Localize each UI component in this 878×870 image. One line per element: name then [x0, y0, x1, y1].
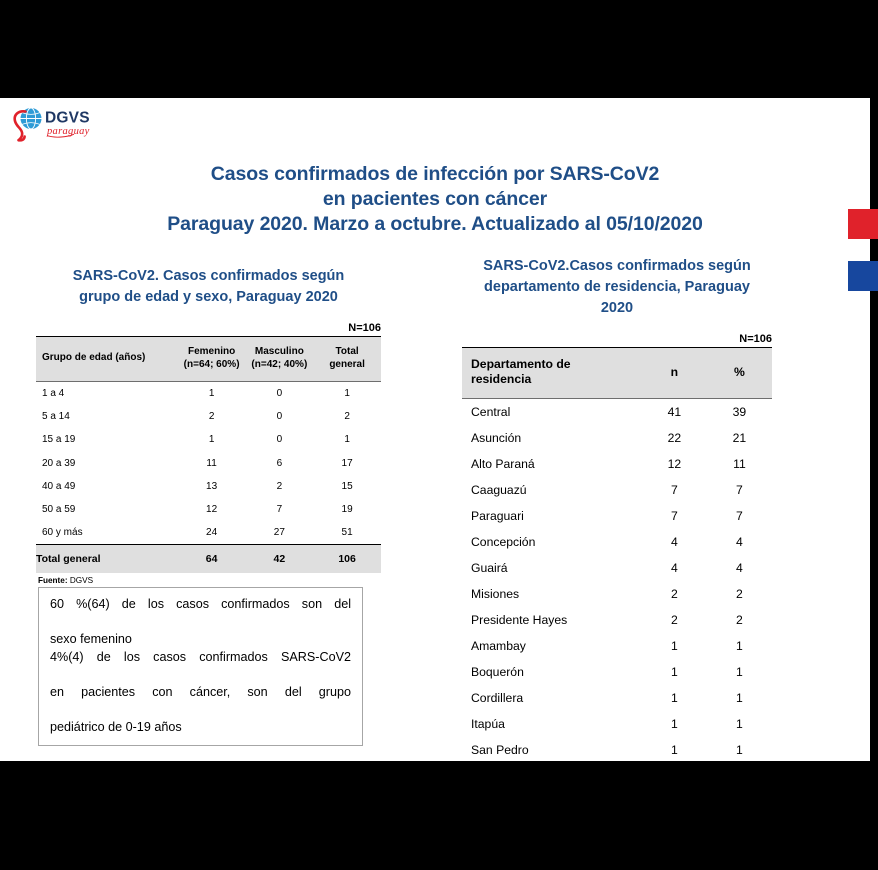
- col-header-male-line-2: (n=42; 40%): [251, 358, 308, 370]
- page-title-line-3: Paraguay 2020. Marzo a octubre. Actualizado al 05/10/2020: [167, 213, 703, 235]
- cell-pct: 39: [732, 405, 747, 419]
- table-row: [36, 382, 381, 406]
- table-age-sex: [36, 336, 381, 573]
- cell-total-female: 64: [178, 545, 246, 574]
- cell-age-group: 15 a 19: [42, 434, 76, 446]
- col-header-department: [462, 348, 642, 399]
- table-age-sex-body: [36, 382, 381, 574]
- cell-total: 15: [341, 480, 353, 492]
- cell-n: 2: [670, 613, 678, 627]
- col-header-age-group: Grupo de edad (años): [36, 337, 178, 382]
- cell-pct: 4: [736, 561, 743, 575]
- panel-department-title-line-2: departamento de residencia, Paraguay: [484, 279, 750, 295]
- cell-pct: 1: [736, 665, 743, 679]
- cell-female: 11: [206, 457, 217, 469]
- panel-department-title-line-1: SARS-CoV2.Casos confirmados según: [483, 258, 751, 274]
- cell-pct: 2: [736, 587, 743, 601]
- cell-total: 51: [341, 527, 353, 539]
- table-row: [462, 529, 772, 555]
- panel-age-sex-title-line-1: SARS-CoV2. Casos confirmados según: [72, 268, 345, 284]
- col-header-total: [313, 337, 381, 382]
- panel-age-sex: [36, 266, 381, 585]
- cell-dept: Amambay: [471, 639, 526, 653]
- table-row: [36, 452, 381, 475]
- cell-dept: Asunción: [471, 431, 522, 445]
- table-department: [462, 347, 772, 764]
- dgvs-logo: [8, 105, 118, 149]
- letterbox-top: [0, 0, 870, 98]
- table-row: [462, 477, 772, 503]
- table-age-sex-head: [36, 337, 381, 382]
- cell-total: 2: [344, 411, 350, 423]
- cell-dept: Itapúa: [471, 717, 505, 731]
- department-source: [462, 764, 772, 776]
- cell-pct: 2: [736, 613, 743, 627]
- table-row: [462, 659, 772, 685]
- cell-male: 0: [276, 388, 283, 400]
- cell-dept: Caaguazú: [471, 483, 527, 497]
- cell-n: 1: [670, 691, 678, 705]
- svg-text:DGVS: DGVS: [45, 109, 90, 127]
- note-line-2: sexo femenino: [50, 632, 132, 646]
- table-row: [462, 711, 772, 737]
- table-row: [462, 451, 772, 477]
- cell-n: 4: [670, 561, 678, 575]
- cell-male: 0: [276, 434, 283, 446]
- table-total-row: [36, 545, 381, 574]
- table-department-body: [462, 399, 772, 764]
- cell-dept: Paraguari: [471, 509, 524, 523]
- cell-female: 1: [208, 434, 215, 446]
- page-title-line-1: Casos confirmados de infección por SARS-CoV2: [210, 163, 660, 185]
- cell-age-group: 5 a 14: [42, 411, 70, 423]
- cell-total-male: 42: [245, 545, 313, 574]
- table-row: [462, 581, 772, 607]
- col-header-department-line-1: Departamento de: [471, 357, 571, 371]
- department-n-label: N=106: [739, 333, 772, 345]
- cell-dept: Central: [471, 405, 511, 419]
- cell-male: 0: [276, 411, 283, 423]
- slide-canvas: [0, 98, 870, 776]
- cell-total: 1: [344, 434, 350, 446]
- cell-total: 1: [344, 388, 350, 400]
- cell-total: 19: [341, 504, 353, 516]
- col-header-total-line-1: Total: [335, 346, 359, 357]
- cell-male: 7: [276, 504, 283, 516]
- cell-n: 1: [670, 717, 678, 731]
- panel-age-sex-title: [36, 266, 381, 308]
- table-row: [36, 405, 381, 428]
- department-source-label: Fuente:: [464, 767, 494, 776]
- col-header-department-line-2: residencia: [471, 372, 532, 386]
- page-title: [85, 162, 785, 237]
- svg-text:paraguay: paraguay: [47, 126, 90, 137]
- note-line-5: pediátrico de 0-19 años: [50, 719, 182, 734]
- table-age-sex-header-row: [36, 337, 381, 382]
- note-line-3: 4%(4) de los casos confirmados SARS-CoV2: [50, 649, 351, 664]
- note-box: [38, 587, 363, 746]
- cell-n: 7: [670, 509, 678, 523]
- cell-female: 1: [208, 388, 215, 400]
- cell-n: 1: [670, 639, 678, 653]
- cell-female: 13: [206, 480, 218, 492]
- note-line-1: 60 %(64) de los casos confirmados son del: [50, 597, 351, 611]
- cell-dept: San Pedro: [462, 737, 642, 764]
- col-header-female: [178, 337, 246, 382]
- cell-total: 17: [341, 457, 353, 469]
- table-row: [36, 498, 381, 521]
- cell-age-group: 1 a 4: [42, 388, 65, 400]
- cell-pct: 7: [736, 483, 743, 497]
- table-row: [36, 521, 381, 545]
- cell-pct: 11: [733, 457, 746, 471]
- table-row: [462, 633, 772, 659]
- cell-male: 6: [276, 457, 283, 469]
- panel-department-title-line-3: 2020: [600, 300, 634, 316]
- cell-female: 12: [206, 504, 218, 516]
- cell-dept: Cordillera: [471, 691, 524, 705]
- cell-dept: Alto Paraná: [471, 457, 535, 471]
- cell-age-group: 40 a 49: [42, 480, 76, 492]
- table-row: [462, 685, 772, 711]
- cell-n: 22: [667, 431, 682, 445]
- cell-age-group: 60 y más: [42, 527, 83, 539]
- panel-age-sex-title-line-2: grupo de edad y sexo, Paraguay 2020: [79, 289, 338, 305]
- page-title-line-2: en pacientes con cáncer: [322, 188, 548, 210]
- table-row: [462, 425, 772, 451]
- cell-pct: 21: [732, 431, 747, 445]
- department-source-value: DGVS: [493, 767, 520, 776]
- age-sex-source: [36, 573, 381, 585]
- age-sex-n-label: N=106: [348, 322, 381, 334]
- col-header-female-line-2: (n=64; 60%): [183, 358, 240, 370]
- cell-dept: Concepción: [471, 535, 536, 549]
- age-sex-source-value: DGVS: [67, 576, 94, 586]
- table-row: [462, 737, 772, 764]
- cell-pct: 7: [736, 509, 743, 523]
- age-sex-source-label: Fuente:: [38, 576, 68, 586]
- cell-n: 1: [642, 737, 707, 764]
- cell-n: 7: [670, 483, 678, 497]
- cell-n: 41: [667, 405, 682, 419]
- cell-n: 1: [670, 665, 678, 679]
- cell-pct: 4: [736, 535, 743, 549]
- cell-dept: Misiones: [471, 587, 520, 601]
- dgvs-logo-icon: [8, 105, 118, 149]
- cell-dept: Boquerón: [471, 665, 524, 679]
- col-header-pct: %: [707, 348, 772, 399]
- col-header-male-line-1: Masculino: [254, 346, 304, 357]
- cell-n: 2: [670, 587, 678, 601]
- cell-pct: 1: [736, 639, 743, 653]
- cell-dept: Presidente Hayes: [471, 613, 568, 627]
- table-row: [462, 607, 772, 633]
- table-row: [36, 428, 381, 451]
- table-row: [462, 399, 772, 426]
- col-header-n: n: [642, 348, 707, 399]
- note-line-4: en pacientes con cáncer, son del grupo: [50, 684, 351, 699]
- table-department-head: [462, 348, 772, 399]
- cell-female: 24: [206, 527, 218, 539]
- col-header-male: [245, 337, 313, 382]
- cell-total-total: 106: [313, 545, 381, 574]
- table-row: [462, 503, 772, 529]
- cell-male: 27: [273, 527, 285, 539]
- panel-department-title: [462, 256, 772, 319]
- cell-n: 12: [667, 457, 682, 471]
- accent-square-blue: [848, 261, 878, 291]
- col-header-female-line-1: Femenino: [187, 346, 236, 357]
- cell-pct: 1: [707, 737, 772, 764]
- cell-n: 4: [670, 535, 678, 549]
- cell-total-group: Total general: [36, 545, 178, 574]
- cell-male: 2: [276, 480, 283, 492]
- table-department-header-row: [462, 348, 772, 399]
- table-row: [36, 475, 381, 498]
- cell-dept: Guairá: [471, 561, 508, 575]
- cell-pct: 1: [736, 691, 743, 705]
- cell-age-group: 50 a 59: [42, 504, 76, 516]
- col-header-total-line-2: general: [329, 358, 365, 370]
- letterbox-bottom: [0, 761, 870, 870]
- panel-department: [462, 256, 772, 776]
- cell-age-group: 20 a 39: [42, 457, 76, 469]
- accent-square-red: [848, 209, 878, 239]
- table-row: [462, 555, 772, 581]
- cell-pct: 1: [736, 717, 743, 731]
- cell-female: 2: [208, 411, 215, 423]
